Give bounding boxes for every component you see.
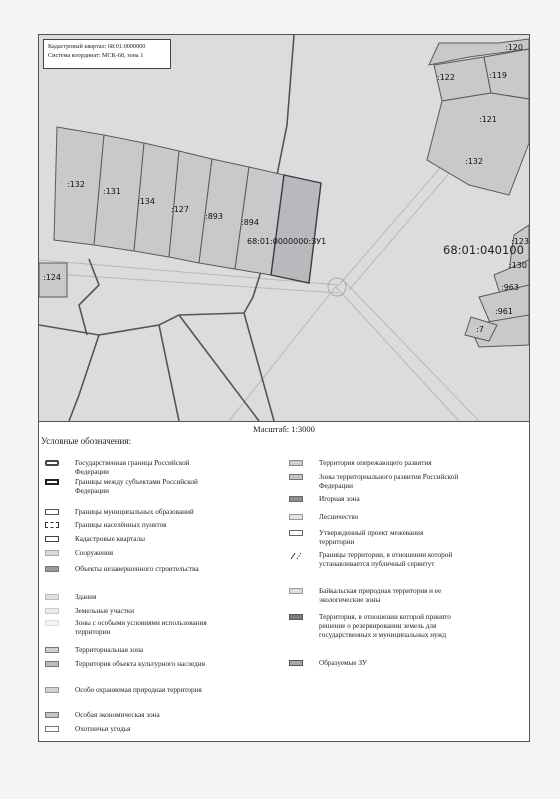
cadastral-quarter-label: 68:01:040100: [443, 243, 524, 257]
swatch-protected-nature: [45, 687, 59, 693]
parcels-main-row: [54, 127, 284, 275]
swatch-buildings: [45, 594, 59, 600]
swatch-municipal-border: [45, 509, 59, 515]
swatch-economic-zone: [45, 712, 59, 718]
swatch-subject-border: [45, 479, 59, 485]
swatch-settlement-border: [45, 522, 59, 528]
swatch-heritage: [45, 661, 59, 667]
parcel-label[interactable]: :124: [43, 273, 61, 282]
swatch-territorial-zone: [45, 647, 59, 653]
parcel-label[interactable]: :961: [495, 307, 513, 316]
formed-plot-label[interactable]: 68:01:0000000:ЗУ1: [247, 237, 327, 246]
info-quarter: Кадастровый квартал: 68:01:0000000: [48, 43, 146, 50]
legend-title: Условные обозначения:: [41, 436, 132, 446]
parcel-label[interactable]: :121: [479, 115, 497, 124]
parcels-upper-right: [427, 39, 529, 195]
parcel-label[interactable]: :131: [103, 187, 121, 196]
swatch-unfinished: [45, 566, 59, 572]
swatch-formed-plots: [289, 660, 303, 666]
map-info-box: [43, 39, 171, 69]
swatch-land-plots: [45, 608, 59, 614]
parcel-label[interactable]: :963: [501, 283, 519, 292]
swatch-territorial-dev: [289, 474, 303, 480]
swatch-gambling: [289, 496, 303, 502]
parcel-label[interactable]: :132: [465, 157, 483, 166]
cadastral-sheet: Кадастровый квартал: 68:01:0000000 Система координат: МСК-68, зона 1 :120 :122 :119 :121 :132 :132 :131 :134 :127 :893 :894 :124 :123 :130 :963 :961 :7 68:01:040100 68:01:0000000:ЗУ1 Масштаб: 1:3000 Условные обозначения: Государственная граница Российской Федерации Границы между субъектами Российской Федерации Границы муниципальных образований Границы населённых пунктов Кадастровые кварталы Сооружения Объекты незавершенного строительства Здания Земельные участки Зоны с особыми условиями использования территории Территориальная зона Территория объекта культурного наследия Особо охраняемая природная территория Особая экономическая зона Охотничьи угодья Территория опережающего развития Зоны территориального развития Российской Федерации Игорная зона Лесничество Утвержденный проект межевания территории Границы территории, в отношении которой устанавливается публичный сервитут Байкальская природная территория и ее экологические зоны Территория, в отношении которой принято решение о резервировании земель для государственных и муниципальных нужд Образуемые ЗУ: [38, 34, 530, 742]
swatch-reservation: [289, 614, 303, 620]
parcel-label[interactable]: :7: [476, 325, 484, 334]
parcel-label[interactable]: :122: [437, 73, 455, 82]
servitude-hatch-icon: [289, 552, 303, 560]
swatch-structures: [45, 550, 59, 556]
swatch-forestry: [289, 514, 303, 520]
parcel-label[interactable]: :134: [137, 197, 155, 206]
map-scale: Масштаб: 1:3000: [253, 424, 315, 434]
cadastral-map[interactable]: [39, 35, 529, 422]
parcel-label[interactable]: :130: [509, 261, 527, 270]
info-coordinate-system: Система координат: МСК-68, зона 1: [48, 52, 144, 59]
swatch-surveying: [289, 530, 303, 536]
swatch-servitude: [289, 552, 303, 558]
swatch-special-zones: [45, 620, 59, 626]
parcel-label[interactable]: :119: [489, 71, 507, 80]
swatch-advanced-dev: [289, 460, 303, 466]
parcel-label[interactable]: :894: [241, 218, 259, 227]
parcel-label[interactable]: :120: [505, 43, 523, 52]
parcel-label[interactable]: :893: [205, 212, 223, 221]
swatch-cadastral-quarter: [45, 536, 59, 542]
swatch-state-border: [45, 460, 59, 466]
parcel-label[interactable]: :127: [171, 205, 189, 214]
swatch-hunting: [45, 726, 59, 732]
map-canvas: [39, 35, 529, 421]
parcel-label[interactable]: :132: [67, 180, 85, 189]
swatch-baikal: [289, 588, 303, 594]
parcel-label[interactable]: :123: [511, 237, 529, 246]
